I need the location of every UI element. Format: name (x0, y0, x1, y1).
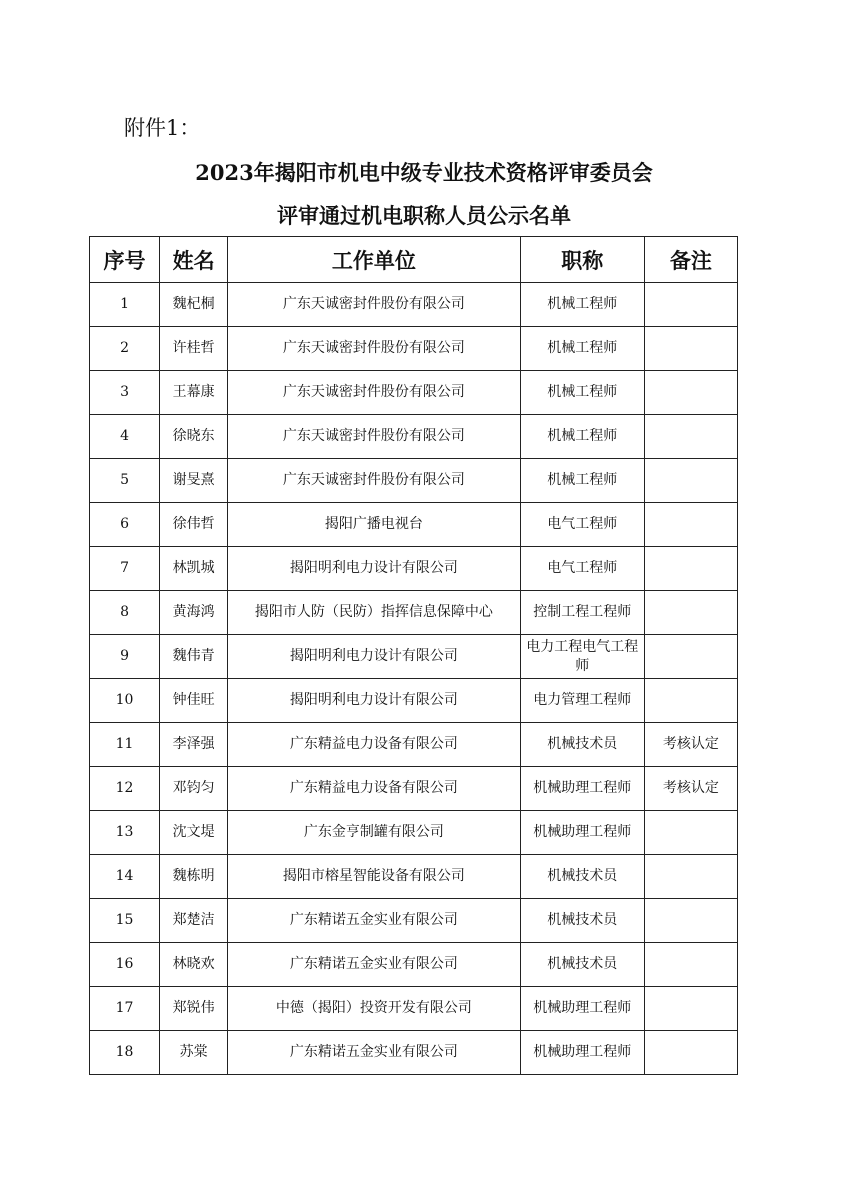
cell-name: 徐伟哲 (160, 503, 228, 547)
cell-remark (644, 987, 737, 1031)
cell-employer: 广东天诚密封件股份有限公司 (228, 415, 520, 459)
cell-index: 1 (90, 283, 160, 327)
cell-remark: 考核认定 (644, 723, 737, 767)
table-row (90, 987, 738, 1031)
cell-remark (644, 635, 737, 679)
cell-name: 沈文堤 (160, 811, 228, 855)
cell-title: 机械助理工程师 (520, 767, 644, 811)
cell-index: 5 (90, 459, 160, 503)
cell-remark: 考核认定 (644, 767, 737, 811)
cell-index: 15 (90, 899, 160, 943)
cell-name: 苏棠 (160, 1031, 228, 1075)
cell-employer: 揭阳明利电力设计有限公司 (228, 679, 520, 723)
table-row (90, 327, 738, 371)
cell-remark (644, 459, 737, 503)
table-row (90, 767, 738, 811)
cell-employer: 中德（揭阳）投资开发有限公司 (228, 987, 520, 1031)
header-row (90, 237, 738, 283)
cell-employer: 揭阳广播电视台 (228, 503, 520, 547)
table-row (90, 547, 738, 591)
cell-employer: 广东天诚密封件股份有限公司 (228, 283, 520, 327)
cell-title: 机械技术员 (520, 855, 644, 899)
roster-table (89, 236, 738, 1075)
cell-index: 18 (90, 1031, 160, 1075)
cell-employer: 广东精益电力设备有限公司 (228, 723, 520, 767)
cell-name: 徐晓东 (160, 415, 228, 459)
cell-remark (644, 371, 737, 415)
cell-name: 李泽强 (160, 723, 228, 767)
attachment-label: 附件1： (124, 116, 201, 140)
cell-remark (644, 415, 737, 459)
cell-index: 14 (90, 855, 160, 899)
document-subtitle: 评审通过机电职称人员公示名单 (277, 203, 571, 228)
cell-employer: 广东精诺五金实业有限公司 (228, 943, 520, 987)
cell-title: 机械工程师 (520, 459, 644, 503)
cell-remark (644, 855, 737, 899)
cell-employer: 广东金亨制罐有限公司 (228, 811, 520, 855)
cell-name: 魏伟青 (160, 635, 228, 679)
cell-index: 17 (90, 987, 160, 1031)
header-name: 姓名 (160, 237, 228, 283)
cell-remark (644, 327, 737, 371)
table-row (90, 415, 738, 459)
cell-title: 机械技术员 (520, 943, 644, 987)
cell-employer: 揭阳明利电力设计有限公司 (228, 547, 520, 591)
cell-remark (644, 1031, 737, 1075)
cell-employer: 广东天诚密封件股份有限公司 (228, 327, 520, 371)
cell-name: 黄海鸿 (160, 591, 228, 635)
cell-employer: 广东精益电力设备有限公司 (228, 767, 520, 811)
table-row (90, 635, 738, 679)
cell-remark (644, 943, 737, 987)
cell-name: 谢旻熹 (160, 459, 228, 503)
table-row (90, 899, 738, 943)
cell-name: 魏杞桐 (160, 283, 228, 327)
cell-title: 机械工程师 (520, 327, 644, 371)
cell-employer: 广东天诚密封件股份有限公司 (228, 371, 520, 415)
cell-remark (644, 503, 737, 547)
cell-title: 机械工程师 (520, 415, 644, 459)
cell-remark (644, 547, 737, 591)
cell-index: 2 (90, 327, 160, 371)
header-remark: 备注 (644, 237, 737, 283)
cell-name: 魏栋明 (160, 855, 228, 899)
table-row (90, 503, 738, 547)
cell-name: 林晓欢 (160, 943, 228, 987)
cell-title: 电力工程电气工程师 (520, 635, 644, 679)
table-row (90, 943, 738, 987)
cell-title: 机械工程师 (520, 371, 644, 415)
table-row (90, 679, 738, 723)
table-row (90, 723, 738, 767)
cell-title: 机械助理工程师 (520, 1031, 644, 1075)
cell-name: 林凯城 (160, 547, 228, 591)
cell-title: 控制工程工程师 (520, 591, 644, 635)
cell-index: 13 (90, 811, 160, 855)
cell-name: 钟佳旺 (160, 679, 228, 723)
table-row (90, 371, 738, 415)
cell-title: 电气工程师 (520, 503, 644, 547)
table-row (90, 283, 738, 327)
cell-title: 机械技术员 (520, 899, 644, 943)
cell-employer: 揭阳明利电力设计有限公司 (228, 635, 520, 679)
cell-index: 3 (90, 371, 160, 415)
cell-employer: 广东精诺五金实业有限公司 (228, 1031, 520, 1075)
cell-remark (644, 283, 737, 327)
cell-remark (644, 591, 737, 635)
cell-name: 郑锐伟 (160, 987, 228, 1031)
table-row (90, 1031, 738, 1075)
table-body (90, 283, 738, 1075)
table-row (90, 811, 738, 855)
cell-index: 11 (90, 723, 160, 767)
cell-index: 4 (90, 415, 160, 459)
cell-employer: 广东天诚密封件股份有限公司 (228, 459, 520, 503)
table-row (90, 855, 738, 899)
cell-index: 10 (90, 679, 160, 723)
cell-remark (644, 899, 737, 943)
cell-index: 16 (90, 943, 160, 987)
cell-title: 机械技术员 (520, 723, 644, 767)
header-employer: 工作单位 (228, 237, 520, 283)
cell-title: 机械助理工程师 (520, 811, 644, 855)
cell-remark (644, 811, 737, 855)
cell-remark (644, 679, 737, 723)
cell-title: 电力管理工程师 (520, 679, 644, 723)
cell-name: 王幕康 (160, 371, 228, 415)
document-title: 2023年揭阳市机电中级专业技术资格评审委员会 (195, 160, 653, 185)
cell-employer: 揭阳市人防（民防）指挥信息保障中心 (228, 591, 520, 635)
header-title: 职称 (520, 237, 644, 283)
cell-name: 许桂哲 (160, 327, 228, 371)
cell-title: 电气工程师 (520, 547, 644, 591)
cell-title: 机械助理工程师 (520, 987, 644, 1031)
cell-employer: 揭阳市榕星智能设备有限公司 (228, 855, 520, 899)
cell-employer: 广东精诺五金实业有限公司 (228, 899, 520, 943)
table-row (90, 459, 738, 503)
header-index: 序号 (90, 237, 160, 283)
cell-name: 郑楚洁 (160, 899, 228, 943)
cell-title: 机械工程师 (520, 283, 644, 327)
cell-name: 邓钧匀 (160, 767, 228, 811)
cell-index: 6 (90, 503, 160, 547)
cell-index: 9 (90, 635, 160, 679)
cell-index: 12 (90, 767, 160, 811)
cell-index: 7 (90, 547, 160, 591)
cell-index: 8 (90, 591, 160, 635)
table-row (90, 591, 738, 635)
